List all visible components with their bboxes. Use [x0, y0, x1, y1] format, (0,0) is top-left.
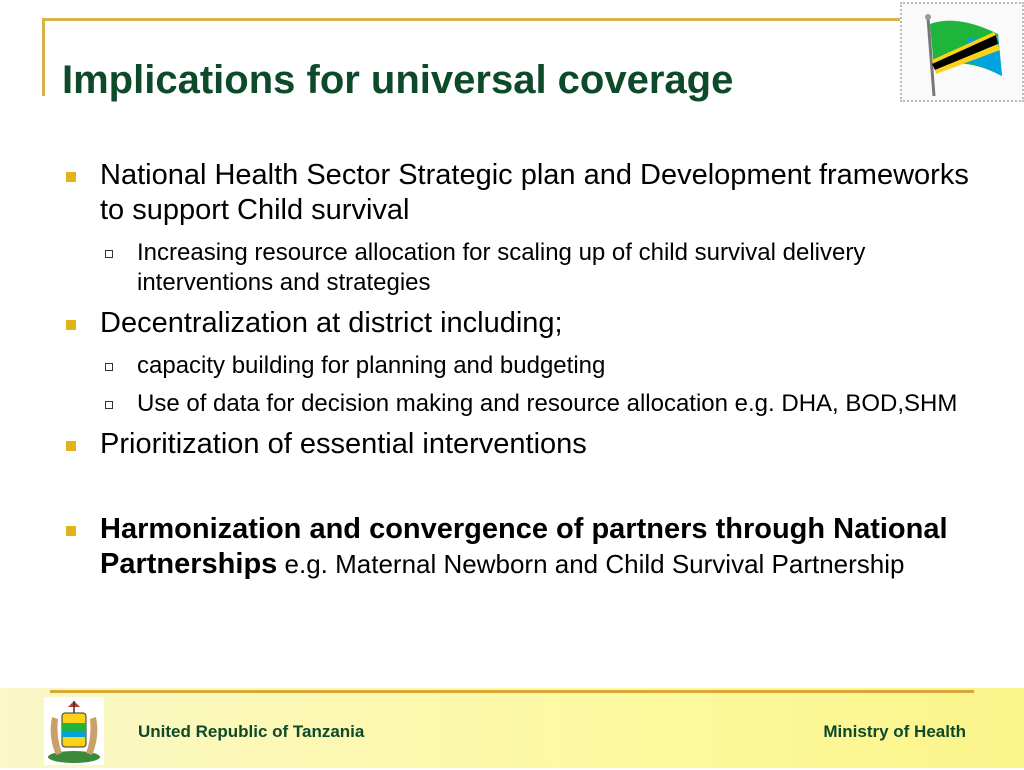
tanzania-flag-icon [902, 4, 1022, 100]
bullet-1 [60, 158, 980, 228]
flag-image-box [900, 2, 1024, 102]
bullet-1-text: National Health Sector Strategic plan and Development frameworks to support Child survival [100, 159, 969, 226]
sub-bullet-2-2-text: Use of data for decision making and resource allocation e.g. DHA, BOD,SHM [137, 390, 958, 417]
square-bullet-icon [66, 441, 76, 451]
hollow-square-bullet-icon [105, 401, 113, 409]
bullet-2-text: Decentralization at district including; [100, 307, 563, 339]
bullet-4-bold-text: Harmonization and convergence of partners through National Partnerships [100, 513, 948, 580]
sub-bullet-1-1-text: Increasing resource allocation for scaling up of child survival delivery interventions and strategies [137, 239, 866, 296]
slide-content [60, 158, 980, 592]
bullet-4-text: e.g. Maternal Newborn and Child Survival Partnership [277, 549, 905, 579]
title-frame-horizontal [42, 18, 902, 21]
bullet-3-text: Prioritization of essential interventions [100, 428, 587, 460]
title-frame-vertical [42, 18, 45, 96]
square-bullet-icon [66, 172, 76, 182]
hollow-square-bullet-icon [105, 250, 113, 258]
bullet-3 [60, 427, 980, 462]
square-bullet-icon [66, 320, 76, 330]
hollow-square-bullet-icon [105, 363, 113, 371]
footer-left-text: United Republic of Tanzania [138, 722, 365, 741]
sub-bullet-1-1 [60, 238, 980, 298]
square-bullet-icon [66, 526, 76, 536]
bullet-2 [60, 306, 980, 341]
bullet-4 [60, 512, 980, 582]
emblem-box [44, 697, 104, 765]
sub-bullet-2-1 [60, 351, 980, 381]
tanzania-coat-of-arms-icon [44, 697, 104, 765]
spacer [60, 472, 980, 512]
page-title: Implications for universal coverage [62, 58, 734, 102]
footer-divider [50, 690, 974, 693]
sub-bullet-2-2 [60, 389, 980, 419]
footer-right-text: Ministry of Health [823, 722, 966, 741]
sub-bullet-2-1-text: capacity building for planning and budgeting [137, 352, 606, 379]
